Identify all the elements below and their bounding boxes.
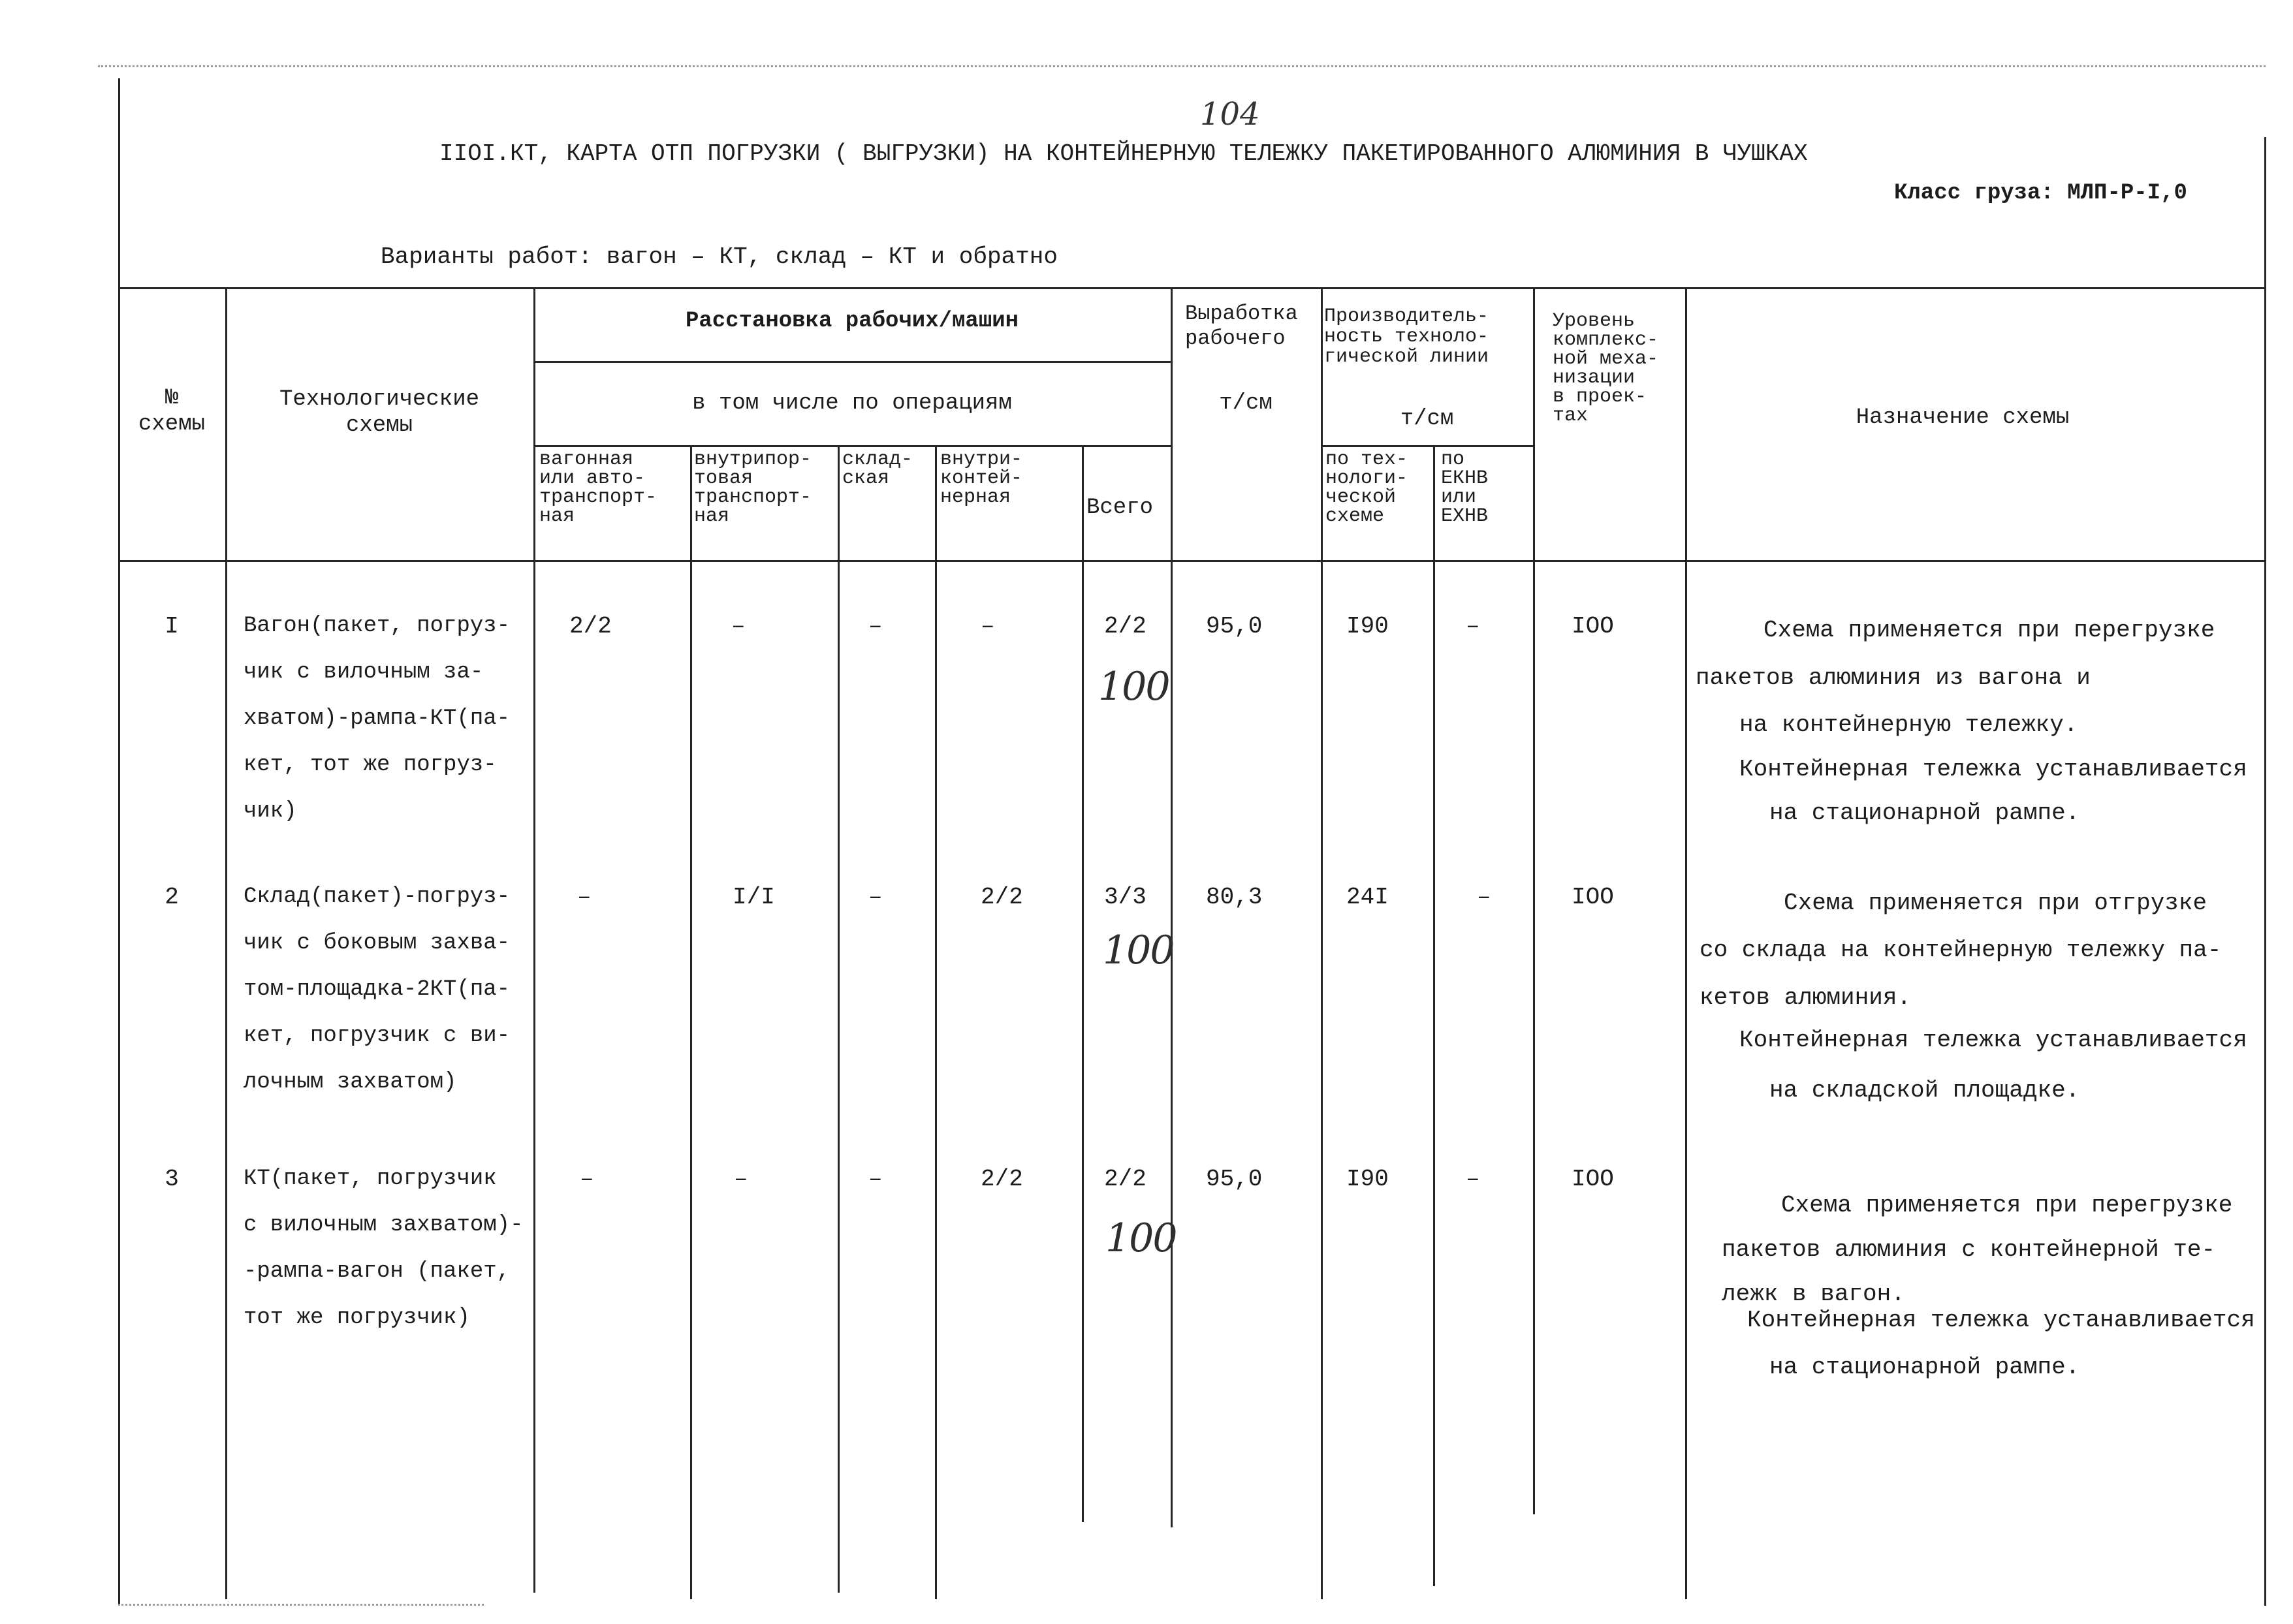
table-bottom-edge — [118, 1604, 484, 1606]
column-divider — [935, 445, 937, 1599]
row-1-wagon: 2/2 — [569, 613, 612, 640]
header-placement: Расстановка рабочих/машин — [685, 309, 1019, 334]
header-worker-output: Выработка рабочего — [1185, 302, 1298, 351]
row-3-purpose-line: Схема применяется при перегрузке — [1781, 1192, 2233, 1219]
row-1-purpose-line: Схема применяется при перегрузке — [1763, 617, 2215, 644]
row-3-purpose-line: Контейнерная тележка устанавливается — [1747, 1307, 2255, 1334]
row-2-productivity-scheme: 24I — [1346, 884, 1389, 911]
row-3-productivity-norm: – — [1466, 1166, 1480, 1193]
header-productivity-by-norms: по ЕКНВ или ЕХНВ — [1441, 448, 1489, 527]
header-worker-output-unit: т/см — [1219, 391, 1273, 416]
row-1-container: – — [981, 613, 995, 640]
row-2-port: I/I — [733, 884, 775, 911]
row-3-purpose-line: на стационарной рампе. — [1769, 1354, 2080, 1381]
row-1-total: 2/2 — [1104, 613, 1146, 640]
row-3-mechanization: IOO — [1572, 1166, 1614, 1193]
page-number: 104 — [1200, 96, 1260, 133]
row-2-purpose-line: Контейнерная тележка устанавливается — [1739, 1027, 2247, 1054]
row-1-productivity-norm: – — [1466, 613, 1480, 640]
row-2-container: 2/2 — [981, 884, 1023, 911]
productivity-divider — [1321, 445, 1533, 447]
row-2-productivity-norm: – — [1477, 884, 1491, 911]
row-1-purpose-line: пакетов алюминия из вагона и — [1696, 664, 2091, 691]
cargo-class: Класс груза: МЛП-Р-I,0 — [1894, 181, 2187, 206]
page-top-edge — [98, 65, 2266, 67]
header-op-total: Всего — [1086, 495, 1154, 520]
row-2-purpose-line: Схема применяется при отгрузке — [1784, 890, 2207, 916]
row-3-purpose-line: пакетов алюминия с контейнерной те- — [1722, 1236, 2216, 1263]
operations-divider — [533, 445, 1171, 447]
column-divider — [838, 445, 840, 1593]
placement-divider — [533, 361, 1171, 363]
row-3-purpose-line: лежк в вагон. — [1722, 1281, 1905, 1307]
work-variants: Варианты работ: вагон – КТ, склад – КТ и обратно — [381, 243, 1058, 270]
row-2-mechanization: IOO — [1572, 884, 1614, 911]
row-2-handwritten-note: 100 — [1103, 928, 1174, 973]
column-divider — [1171, 287, 1173, 1527]
row-1-purpose-line: на контейнерную тележку. — [1739, 711, 2078, 738]
row-1-handwritten-note: 100 — [1098, 664, 1169, 710]
column-divider — [1082, 445, 1084, 1522]
header-op-port: внутрипор- товая транспорт- ная — [694, 448, 812, 527]
row-2-wagon: – — [577, 884, 592, 911]
header-productivity-unit: т/см — [1400, 407, 1454, 431]
row-3-total: 2/2 — [1104, 1166, 1146, 1193]
row-1-number: I — [165, 613, 179, 640]
row-3-container: 2/2 — [981, 1166, 1023, 1193]
row-2-output: 80,3 — [1206, 884, 1263, 911]
row-3-productivity-scheme: I90 — [1346, 1166, 1389, 1193]
column-divider — [1533, 287, 1535, 1514]
row-2-total: 3/3 — [1104, 884, 1146, 911]
row-2-warehouse: – — [868, 884, 883, 911]
frame-right-border — [2264, 137, 2266, 1606]
header-scheme-number: № схемы — [138, 386, 206, 437]
column-divider — [690, 445, 692, 1599]
row-3-scheme: КТ(пакет, погрузчик с вилочным захватом)- -рампа-вагон (пакет, тот же погрузчик) — [244, 1166, 524, 1330]
row-2-purpose-line: на складской площадке. — [1769, 1077, 2080, 1104]
row-2-purpose-line: со склада на контейнерную тележку па- — [1700, 937, 2222, 963]
row-3-handwritten-note: 100 — [1105, 1215, 1177, 1261]
row-1-purpose-line: Контейнерная тележка устанавливается — [1739, 756, 2247, 783]
row-3-wagon: – — [580, 1166, 594, 1193]
row-2-purpose-line: кетов алюминия. — [1700, 984, 1912, 1011]
column-divider — [225, 287, 227, 1599]
column-divider — [1685, 287, 1687, 1599]
row-1-purpose-line: на стационарной рампе. — [1769, 800, 2080, 826]
header-technological-schemes: Технологические схемы — [279, 387, 480, 438]
row-2-number: 2 — [165, 884, 179, 911]
row-3-warehouse: – — [868, 1166, 883, 1193]
header-productivity-by-scheme: по тех- нологи- ческой схеме — [1325, 448, 1408, 527]
header-scheme-purpose: Назначение схемы — [1856, 405, 2070, 430]
column-divider — [533, 287, 535, 1593]
row-1-warehouse: – — [868, 613, 883, 640]
row-1-output: 95,0 — [1206, 613, 1263, 640]
header-mechanization-level: Уровень комплекс- ной меха- низации в проек- тах — [1553, 310, 1659, 427]
row-2-scheme: Склад(пакет)-погруз- чик с боковым захва- том-площадка-2КТ(па- кет, погрузчик с ви- лочным захватом) — [244, 884, 511, 1095]
row-1-productivity-scheme: I90 — [1346, 613, 1389, 640]
page-title: IIOI.КТ, КАРТА ОТП ПОГРУЗКИ ( ВЫГРУЗКИ) НА КОНТЕЙНЕРНУЮ ТЕЛЕЖКУ ПАКЕТИРОВАННОГО АЛЮМИНИЯ В ЧУШКАХ — [439, 140, 1808, 167]
row-1-port: – — [731, 613, 746, 640]
header-op-warehouse: склад- ская — [842, 448, 913, 490]
header-op-wagon: вагонная или авто- транспорт- ная — [539, 448, 657, 527]
row-3-number: 3 — [165, 1166, 179, 1193]
header-op-container: внутри- контей- нерная — [940, 448, 1023, 508]
header-by-operations: в том числе по операциям — [692, 391, 1012, 416]
column-divider — [1321, 287, 1323, 1599]
row-1-mechanization: IOO — [1572, 613, 1614, 640]
column-divider — [1433, 445, 1435, 1586]
row-3-output: 95,0 — [1206, 1166, 1263, 1193]
frame-left-border — [118, 78, 120, 1606]
table-top-border — [118, 287, 2266, 289]
row-3-port: – — [734, 1166, 748, 1193]
row-1-scheme: Вагон(пакет, погруз- чик с вилочным за- хватом)-рампа-КТ(па- кет, тот же погруз- чик) — [244, 614, 511, 824]
header-bottom-border — [118, 560, 2266, 562]
header-productivity: Производитель- ность техноло- гической линии — [1324, 305, 1489, 368]
